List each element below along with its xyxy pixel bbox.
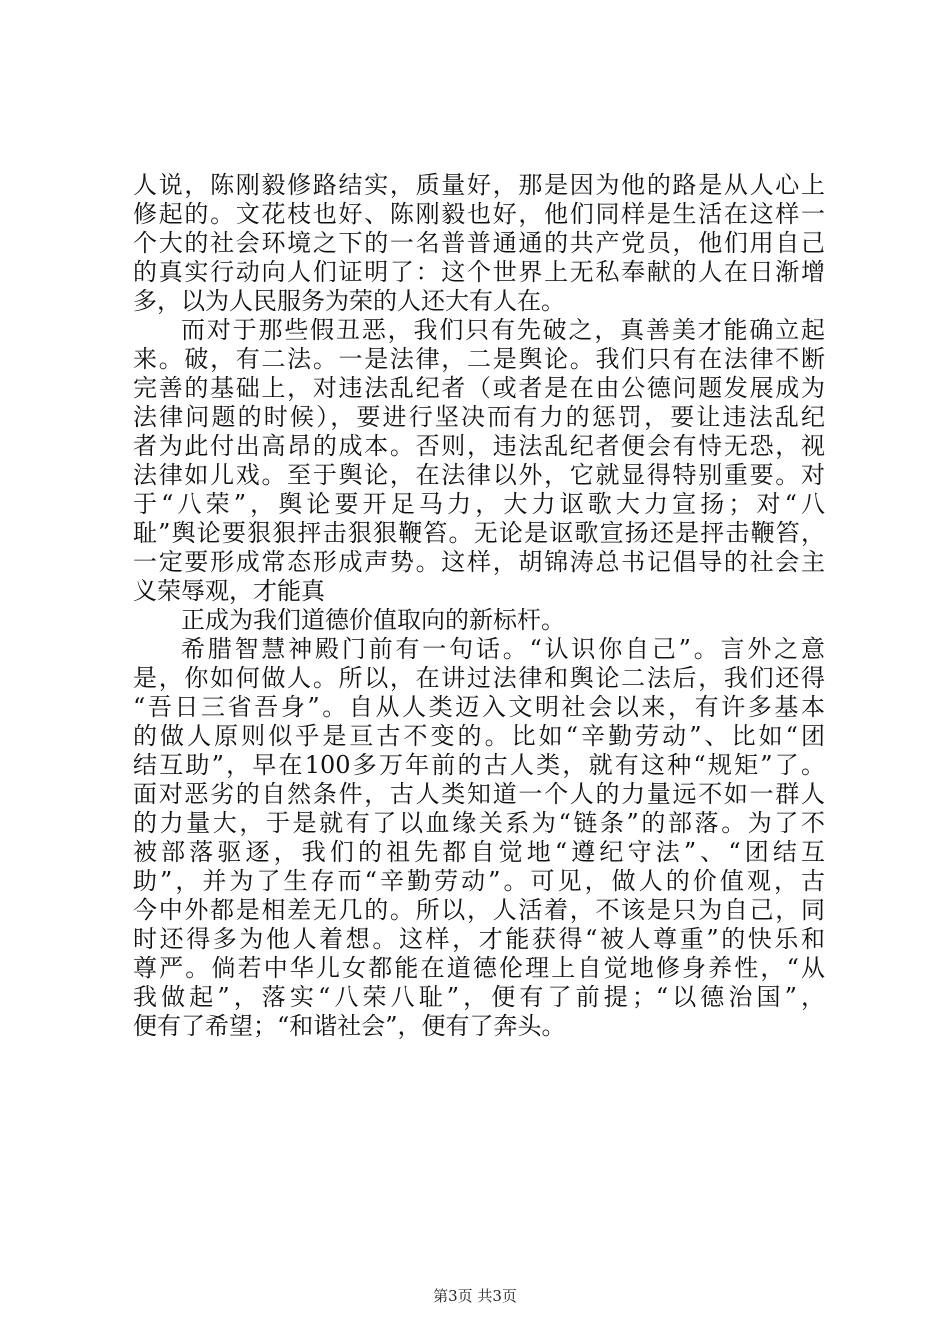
paragraph <box>133 606 825 635</box>
page-number: 第3页 共3页 <box>433 1287 517 1305</box>
text-line: 便有了希望；“和谐社会”，便有了奔头。 <box>133 1012 566 1040</box>
text-line: 义荣辱观，才能真 <box>133 577 325 605</box>
text-line: 一定要形成常态形成声势。这样，胡锦涛总书记倡导的社会主 <box>133 548 825 576</box>
document-body <box>133 171 825 1041</box>
text-line: 希腊智慧神殿门前有一句话。“认识你自己”。言外之意 <box>181 635 825 663</box>
text-line: 助”，并为了生存而“辛勤劳动”。可见，做人的价值观，古 <box>133 867 825 895</box>
text-line: 的真实行动向人们证明了：这个世界上无私奉献的人在日渐增 <box>133 258 825 286</box>
text-line: 多，以为人民服务为荣的人还大有人在。 <box>133 287 565 315</box>
page-footer <box>0 1287 950 1305</box>
text-line: 修起的。文花枝也好、陈刚毅也好，他们同样是生活在这样一 <box>133 200 825 228</box>
text-line: 人说，陈刚毅修路结实，质量好，那是因为他的路是从人心上 <box>133 171 825 199</box>
text-line: “吾日三省吾身”。自从人类迈入文明社会以来，有许多基本 <box>133 693 825 721</box>
text-line: 是，你如何做人。所以，在讲过法律和舆论二法后，我们还得 <box>133 664 825 692</box>
text-line: 我做起”，落实“八荣八耻”，便有了前提；“以德治国”， <box>133 983 825 1011</box>
text-line: 个大的社会环境之下的一名普普通通的共产党员，他们用自己 <box>133 229 825 257</box>
paragraph <box>133 635 825 1041</box>
text-line: 完善的基础上，对违法乱纪者（或者是在由公德问题发展成为 <box>133 374 825 402</box>
text-line: 被部落驱逐，我们的祖先都自觉地“遵纪守法”、“团结互 <box>133 838 825 866</box>
text-line: 的力量大，于是就有了以血缘关系为“链条”的部落。为了不 <box>133 809 825 837</box>
text-line: 面对恶劣的自然条件，古人类知道一个人的力量远不如一群人 <box>133 780 825 808</box>
paragraph <box>133 171 825 316</box>
text-line: 尊严。倘若中华儿女都能在道德伦理上自觉地修身养性，“从 <box>133 954 825 982</box>
text-line: 正成为我们道德价值取向的新标杆。 <box>181 606 565 634</box>
text-line: 耻”舆论要狠狠抨击狠狠鞭笞。无论是讴歌宣扬还是抨击鞭笞， <box>133 519 825 547</box>
text-line: 而对于那些假丑恶，我们只有先破之，真善美才能确立起 <box>181 316 825 344</box>
text-line: 结互助”，早在100多万年前的古人类，就有这种“规矩”了。 <box>133 751 825 779</box>
text-line: 于“八荣”，舆论要开足马力，大力讴歌大力宣扬；对“八 <box>133 490 825 518</box>
text-line: 时还得多为他人着想。这样，才能获得“被人尊重”的快乐和 <box>133 925 825 953</box>
text-line: 来。破，有二法。一是法律，二是舆论。我们只有在法律不断 <box>133 345 825 373</box>
paragraph <box>133 316 825 606</box>
text-line: 今中外都是相差无几的。所以，人活着，不该是只为自己，同 <box>133 896 825 924</box>
text-line: 的做人原则似乎是亘古不变的。比如“辛勤劳动”、比如“团 <box>133 722 825 750</box>
text-line: 者为此付出高昂的成本。否则，违法乱纪者便会有恃无恐，视 <box>133 432 825 460</box>
text-line: 法律问题的时候），要进行坚决而有力的惩罚，要让违法乱纪 <box>133 403 825 431</box>
text-line: 法律如儿戏。至于舆论，在法律以外，它就显得特别重要。对 <box>133 461 825 489</box>
